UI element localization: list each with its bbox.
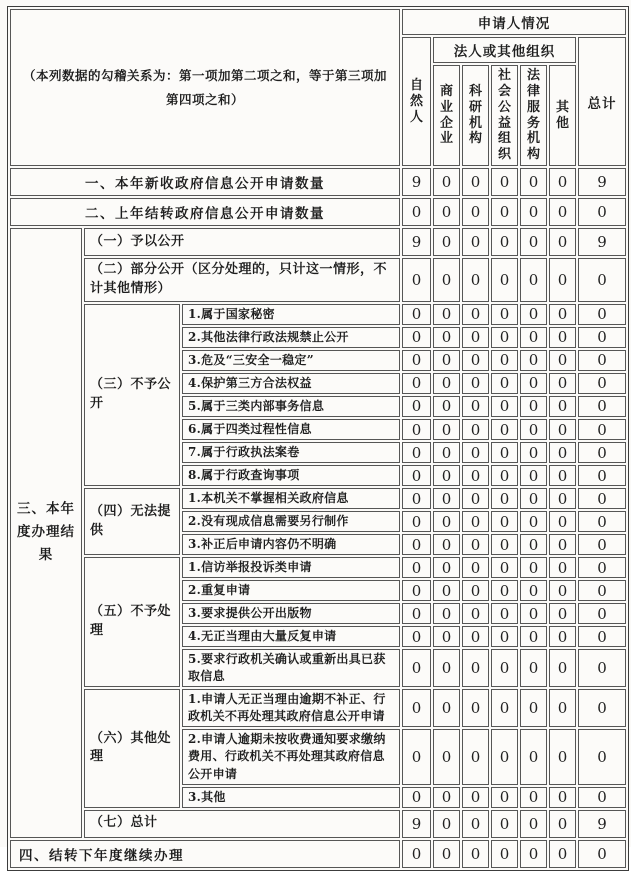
vertical-column-label: 其他 xyxy=(556,99,571,131)
value-cell: 0 xyxy=(462,350,489,371)
value-cell: 0 xyxy=(520,465,547,486)
item-label: 4.保护第三方合法权益 xyxy=(182,373,400,394)
col-header-legal-group: 法人或其他组织 xyxy=(433,37,576,63)
value-cell: 0 xyxy=(402,350,431,371)
value-cell: 0 xyxy=(402,465,431,486)
table-row xyxy=(10,258,626,302)
vertical-column-label: 科研机构 xyxy=(469,83,484,147)
value-cell: 0 xyxy=(433,649,460,687)
value-cell: 0 xyxy=(491,603,518,624)
value-cell: 0 xyxy=(491,488,518,509)
value-cell: 0 xyxy=(491,350,518,371)
value-cell: 0 xyxy=(549,228,576,256)
value-cell: 0 xyxy=(520,840,547,868)
value-cell: 0 xyxy=(491,840,518,868)
value-cell: 0 xyxy=(462,442,489,463)
table-row xyxy=(10,304,626,325)
value-cell: 9 xyxy=(402,168,431,196)
value-cell: 0 xyxy=(491,465,518,486)
value-cell: 0 xyxy=(462,488,489,509)
table-row xyxy=(10,228,626,256)
value-cell: 0 xyxy=(433,534,460,555)
value-cell: 0 xyxy=(462,258,489,302)
item-label: 2.重复申请 xyxy=(182,580,400,601)
value-cell: 0 xyxy=(520,557,547,578)
value-cell: 0 xyxy=(520,396,547,417)
value-cell: 0 xyxy=(520,511,547,532)
value-cell: 0 xyxy=(433,350,460,371)
value-cell: 0 xyxy=(549,327,576,348)
value-cell: 0 xyxy=(433,689,460,727)
col-header-legal-sub xyxy=(520,65,547,166)
table-row xyxy=(10,9,626,35)
value-cell: 0 xyxy=(520,787,547,808)
value-cell: 0 xyxy=(462,168,489,196)
table-row xyxy=(10,557,626,578)
table-row xyxy=(10,689,626,727)
value-cell: 0 xyxy=(462,840,489,868)
item-label: 1.信访举报投诉类申请 xyxy=(182,557,400,578)
table-header xyxy=(10,9,626,166)
value-cell: 0 xyxy=(491,534,518,555)
value-cell: 0 xyxy=(549,626,576,647)
value-cell: 0 xyxy=(578,258,626,302)
value-cell: 0 xyxy=(433,557,460,578)
value-cell: 0 xyxy=(549,534,576,555)
item-label: 5.属于三类内部事务信息 xyxy=(182,396,400,417)
value-cell: 0 xyxy=(549,649,576,687)
value-cell: 0 xyxy=(491,198,518,226)
value-cell: 0 xyxy=(520,304,547,325)
value-cell: 9 xyxy=(578,810,626,838)
col-header-legal-sub xyxy=(491,65,518,166)
item-label: 8.属于行政查询事项 xyxy=(182,465,400,486)
value-cell: 0 xyxy=(520,729,547,784)
value-cell: 0 xyxy=(433,327,460,348)
value-cell: 0 xyxy=(402,488,431,509)
value-cell: 0 xyxy=(462,534,489,555)
vertical-column-label: 自然人 xyxy=(410,77,425,125)
value-cell: 0 xyxy=(402,840,431,868)
table-row xyxy=(10,810,626,838)
value-cell: 0 xyxy=(433,729,460,784)
value-cell: 0 xyxy=(462,603,489,624)
col-header-legal-sub xyxy=(433,65,460,166)
value-cell: 0 xyxy=(462,729,489,784)
note-cell: （本列数据的勾稽关系为：第一项加第二项之和，等于第三项加第四项之和） xyxy=(10,9,400,166)
value-cell: 0 xyxy=(462,810,489,838)
value-cell: 0 xyxy=(433,603,460,624)
value-cell: 0 xyxy=(462,327,489,348)
value-cell: 0 xyxy=(462,228,489,256)
col-header-legal-sub xyxy=(549,65,576,166)
value-cell: 0 xyxy=(491,810,518,838)
value-cell: 0 xyxy=(520,649,547,687)
value-cell: 9 xyxy=(402,228,431,256)
row-label: 二、上年结转政府信息公开申请数量 xyxy=(10,198,400,226)
value-cell: 0 xyxy=(578,787,626,808)
value-cell: 0 xyxy=(462,689,489,727)
table-row xyxy=(10,168,626,196)
value-cell: 0 xyxy=(549,350,576,371)
value-cell: 0 xyxy=(578,419,626,440)
value-cell: 0 xyxy=(402,373,431,394)
col-header-total: 总计 xyxy=(578,37,626,166)
item-label: 3.补正后申请内容仍不明确 xyxy=(182,534,400,555)
col-header-legal-sub xyxy=(462,65,489,166)
value-cell: 0 xyxy=(549,580,576,601)
value-cell: 0 xyxy=(578,396,626,417)
value-cell: 0 xyxy=(520,350,547,371)
value-cell: 0 xyxy=(462,626,489,647)
value-cell: 0 xyxy=(578,488,626,509)
value-cell: 0 xyxy=(402,603,431,624)
item-label: 1.申请人无正当理由逾期不补正、行政机关不再处理其政府信息公开申请 xyxy=(182,689,400,727)
value-cell: 0 xyxy=(549,787,576,808)
sub-label: （七）总计 xyxy=(84,810,400,838)
value-cell: 0 xyxy=(462,465,489,486)
value-cell: 0 xyxy=(549,373,576,394)
value-cell: 0 xyxy=(462,419,489,440)
value-cell: 0 xyxy=(578,442,626,463)
value-cell: 0 xyxy=(491,168,518,196)
value-cell: 0 xyxy=(491,626,518,647)
item-label: 6.属于四类过程性信息 xyxy=(182,419,400,440)
value-cell: 0 xyxy=(549,557,576,578)
item-label: 4.无正当理由大量反复申请 xyxy=(182,626,400,647)
value-cell: 0 xyxy=(549,689,576,727)
value-cell: 0 xyxy=(491,729,518,784)
value-cell: 0 xyxy=(520,626,547,647)
value-cell: 0 xyxy=(491,373,518,394)
value-cell: 0 xyxy=(578,534,626,555)
value-cell: 0 xyxy=(491,557,518,578)
value-cell: 0 xyxy=(402,511,431,532)
value-cell: 0 xyxy=(578,626,626,647)
value-cell: 0 xyxy=(549,442,576,463)
value-cell: 0 xyxy=(433,442,460,463)
value-cell: 0 xyxy=(520,168,547,196)
value-cell: 0 xyxy=(491,304,518,325)
value-cell: 0 xyxy=(549,488,576,509)
value-cell: 0 xyxy=(402,580,431,601)
value-cell: 0 xyxy=(462,649,489,687)
value-cell: 0 xyxy=(520,228,547,256)
value-cell: 0 xyxy=(402,442,431,463)
value-cell: 0 xyxy=(549,304,576,325)
value-cell: 0 xyxy=(433,787,460,808)
value-cell: 0 xyxy=(402,396,431,417)
value-cell: 0 xyxy=(433,810,460,838)
value-cell: 0 xyxy=(462,511,489,532)
value-cell: 0 xyxy=(402,649,431,687)
value-cell: 0 xyxy=(578,603,626,624)
value-cell: 0 xyxy=(433,396,460,417)
table-body xyxy=(10,168,626,867)
value-cell: 0 xyxy=(491,327,518,348)
sub-label: （六）其他处理 xyxy=(84,689,180,807)
table-row xyxy=(10,840,626,868)
value-cell: 0 xyxy=(520,488,547,509)
value-cell: 0 xyxy=(433,168,460,196)
sub-label: （一）予以公开 xyxy=(84,228,400,256)
value-cell: 0 xyxy=(520,603,547,624)
value-cell: 0 xyxy=(578,465,626,486)
sub-label: （三）不予公开 xyxy=(84,304,180,486)
value-cell: 0 xyxy=(402,419,431,440)
sub-label: （四）无法提供 xyxy=(84,488,180,555)
value-cell: 0 xyxy=(433,465,460,486)
item-label: 5.要求行政机关确认或重新出具已获取信息 xyxy=(182,649,400,687)
vertical-column-label: 法律服务机构 xyxy=(527,68,542,163)
value-cell: 0 xyxy=(549,198,576,226)
disclosure-applications-table xyxy=(7,6,629,871)
value-cell: 0 xyxy=(402,626,431,647)
value-cell: 0 xyxy=(402,557,431,578)
value-cell: 0 xyxy=(491,787,518,808)
value-cell: 0 xyxy=(433,198,460,226)
value-cell: 0 xyxy=(433,488,460,509)
value-cell: 0 xyxy=(578,557,626,578)
value-cell: 0 xyxy=(491,649,518,687)
value-cell: 0 xyxy=(491,689,518,727)
value-cell: 0 xyxy=(578,840,626,868)
value-cell: 0 xyxy=(433,373,460,394)
row-label: 四、结转下年度继续办理 xyxy=(10,840,400,868)
col-header-natural-person xyxy=(402,37,431,166)
value-cell: 0 xyxy=(520,258,547,302)
value-cell: 0 xyxy=(491,258,518,302)
col-header-applicant-group: 申请人情况 xyxy=(402,9,626,35)
value-cell: 0 xyxy=(549,511,576,532)
item-label: 2.没有现成信息需要另行制作 xyxy=(182,511,400,532)
value-cell: 0 xyxy=(578,327,626,348)
value-cell: 0 xyxy=(491,580,518,601)
value-cell: 0 xyxy=(433,840,460,868)
value-cell: 0 xyxy=(549,603,576,624)
row-label: 一、本年新收政府信息公开申请数量 xyxy=(10,168,400,196)
value-cell: 0 xyxy=(578,689,626,727)
value-cell: 0 xyxy=(549,810,576,838)
value-cell: 0 xyxy=(578,304,626,325)
value-cell: 0 xyxy=(462,396,489,417)
value-cell: 0 xyxy=(520,810,547,838)
value-cell: 0 xyxy=(578,511,626,532)
value-cell: 0 xyxy=(491,396,518,417)
value-cell: 0 xyxy=(462,198,489,226)
value-cell: 0 xyxy=(520,580,547,601)
value-cell: 0 xyxy=(462,557,489,578)
value-cell: 9 xyxy=(578,168,626,196)
value-cell: 0 xyxy=(491,419,518,440)
value-cell: 0 xyxy=(402,258,431,302)
value-cell: 0 xyxy=(433,511,460,532)
item-label: 3.其他 xyxy=(182,787,400,808)
value-cell: 0 xyxy=(402,729,431,784)
value-cell: 0 xyxy=(520,419,547,440)
value-cell: 0 xyxy=(549,729,576,784)
value-cell: 0 xyxy=(578,580,626,601)
value-cell: 0 xyxy=(578,649,626,687)
value-cell: 0 xyxy=(520,327,547,348)
value-cell: 0 xyxy=(491,511,518,532)
value-cell: 0 xyxy=(549,168,576,196)
vertical-column-label: 商业企业 xyxy=(440,83,455,147)
value-cell: 0 xyxy=(462,787,489,808)
value-cell: 0 xyxy=(462,580,489,601)
value-cell: 0 xyxy=(549,258,576,302)
item-label: 3.要求提供公开出版物 xyxy=(182,603,400,624)
table-row xyxy=(10,198,626,226)
value-cell: 0 xyxy=(549,840,576,868)
value-cell: 0 xyxy=(578,729,626,784)
value-cell: 0 xyxy=(402,327,431,348)
sub-label: （二）部分公开（区分处理的，只计这一情形，不计其他情形） xyxy=(84,258,400,302)
value-cell: 0 xyxy=(433,228,460,256)
item-label: 7.属于行政执法案卷 xyxy=(182,442,400,463)
value-cell: 0 xyxy=(549,396,576,417)
item-label: 2.其他法律行政法规禁止公开 xyxy=(182,327,400,348)
section-label: 三、本年度办理结果 xyxy=(10,228,82,837)
value-cell: 0 xyxy=(433,419,460,440)
value-cell: 0 xyxy=(402,304,431,325)
value-cell: 0 xyxy=(402,689,431,727)
value-cell: 0 xyxy=(578,373,626,394)
value-cell: 0 xyxy=(433,580,460,601)
value-cell: 0 xyxy=(433,304,460,325)
item-label: 1.属于国家秘密 xyxy=(182,304,400,325)
value-cell: 0 xyxy=(402,534,431,555)
value-cell: 9 xyxy=(578,228,626,256)
sub-label: （五）不予处理 xyxy=(84,557,180,687)
value-cell: 0 xyxy=(520,534,547,555)
value-cell: 0 xyxy=(433,626,460,647)
table-row xyxy=(10,488,626,509)
value-cell: 0 xyxy=(578,198,626,226)
value-cell: 0 xyxy=(491,228,518,256)
value-cell: 0 xyxy=(402,787,431,808)
value-cell: 0 xyxy=(402,198,431,226)
value-cell: 0 xyxy=(462,373,489,394)
value-cell: 0 xyxy=(491,442,518,463)
value-cell: 0 xyxy=(520,689,547,727)
vertical-column-label: 社会公益组织 xyxy=(498,68,513,163)
value-cell: 0 xyxy=(549,419,576,440)
value-cell: 0 xyxy=(520,373,547,394)
value-cell: 0 xyxy=(549,465,576,486)
value-cell: 0 xyxy=(520,198,547,226)
item-label: 3.危及“三安全一稳定” xyxy=(182,350,400,371)
item-label: 2.申请人逾期未按收费通知要求缴纳费用、行政机关不再处理其政府信息公开申请 xyxy=(182,729,400,784)
item-label: 1.本机关不掌握相关政府信息 xyxy=(182,488,400,509)
value-cell: 0 xyxy=(433,258,460,302)
value-cell: 9 xyxy=(402,810,431,838)
value-cell: 0 xyxy=(520,442,547,463)
value-cell: 0 xyxy=(578,350,626,371)
value-cell: 0 xyxy=(462,304,489,325)
